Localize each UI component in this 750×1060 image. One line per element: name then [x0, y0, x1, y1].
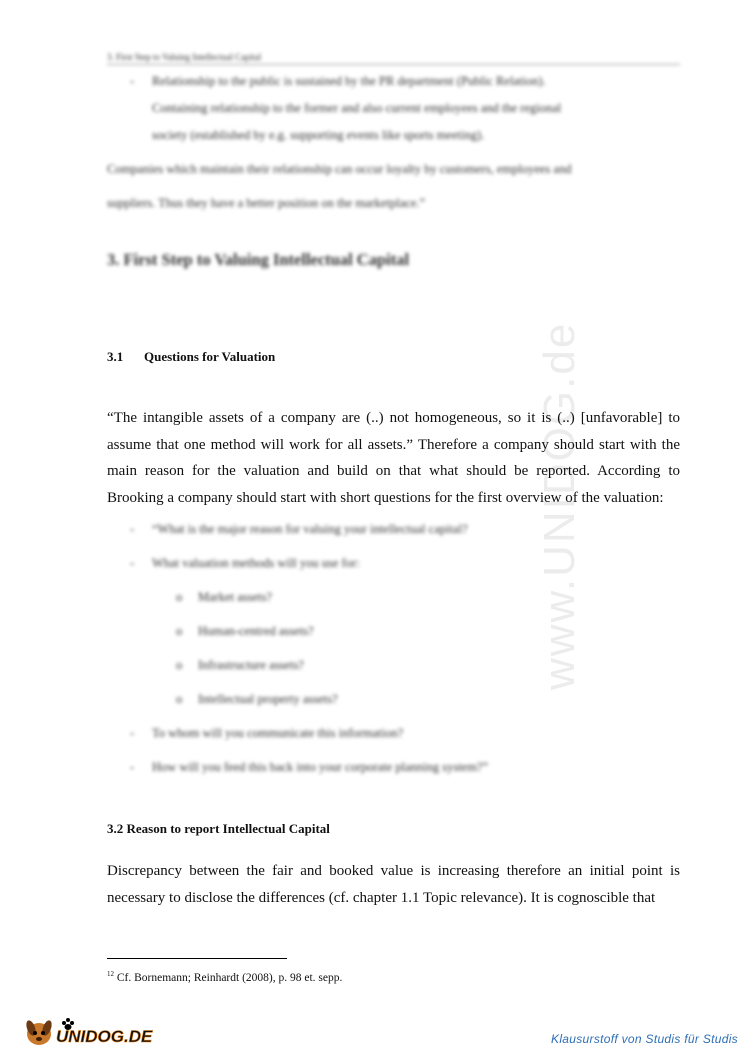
list-item: - “What is the major reason for valuing your intellectual capital?	[130, 522, 468, 536]
footnote-text: Cf. Bornemann; Reinhardt (2008), p. 98 et. sepp.	[116, 971, 343, 984]
section-3-2-heading: 3.2 Reason to report Intellectual Capital	[107, 821, 330, 836]
intro-bullet-line: - Relationship to the public is sustained by the PR department (Public Relation).	[130, 74, 546, 88]
list-item: o Human-centred assets?	[176, 624, 314, 638]
intro-bullet-line: Containing relationship to the former and also current employees and the regional	[152, 101, 562, 115]
intro-paragraph-line: suppliers. Thus they have a better position on the marketplace.”	[107, 196, 426, 210]
section-number: 3.1	[107, 349, 124, 364]
section-3-1-heading	[107, 349, 275, 365]
svg-text:UNIDOG.DE: UNIDOG.DE	[56, 1027, 153, 1046]
intro-paragraph-line: Companies which maintain their relationship can occur loyalty by customers, employees and	[107, 162, 572, 176]
section-3-1-paragraph: “The intangible assets of a company are (..) not homogeneous, so it is (..) [unfavorable] to assume that one method will work for all assets.” Therefore a company should start with the main reason for the valuation and build on that what should be reported. According to Brooking a company should start with short questions for the first overview of the valuation:	[107, 410, 680, 506]
watermark: www.UNIDOG.de	[535, 321, 584, 690]
list-item: o Market assets?	[176, 590, 272, 604]
unidog-logo	[22, 1012, 182, 1048]
running-header: 3. First Step to Valuing Intellectual Capital	[107, 52, 680, 65]
footnote	[107, 970, 342, 984]
intro-bullet-line: society (established by e.g. supporting events like sports meeting).	[152, 128, 485, 142]
section-title: Questions for Valuation	[144, 349, 276, 364]
list-item: - What valuation methods will you use for:	[130, 556, 360, 570]
footnote-mark: 12	[107, 970, 114, 978]
dog-mascot-icon	[22, 1012, 182, 1048]
footnote-divider	[107, 958, 287, 959]
section-3-2-paragraph: Discrepancy between the fair and booked value is increasing therefore an initial point is necessary to disclose the differences (cf. chapter 1.1 Topic relevance). It is cognoscible that	[107, 863, 680, 906]
list-item: - To whom will you communicate this information?	[130, 726, 404, 740]
list-item: - How will you feed this back into your corporate planning system?”	[130, 760, 489, 774]
footer-tagline: Klausurstoff von Studis für Studis	[551, 1032, 738, 1046]
section-3-heading: 3. First Step to Valuing Intellectual Capital	[107, 250, 410, 269]
list-item: o Intellectual property assets?	[176, 692, 338, 706]
list-item: o Infrastructure assets?	[176, 658, 304, 672]
